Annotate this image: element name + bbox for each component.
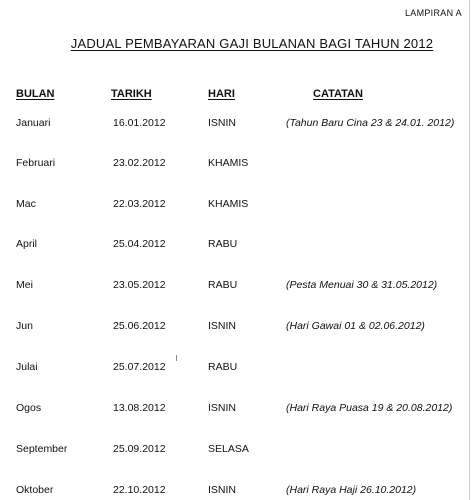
table-row: [0, 320, 474, 334]
table-row: [0, 484, 474, 498]
cell-catatan: (Hari Raya Puasa 19 & 20.08.2012): [286, 402, 453, 414]
table-row: [0, 361, 474, 375]
cell-hari: ISNIN: [208, 402, 237, 414]
cell-hari: ISNIN: [208, 320, 237, 332]
column-header-hari: HARI: [208, 88, 235, 100]
cell-bulan: September: [16, 443, 68, 455]
cell-catatan: (Tahun Baru Cina 23 & 24.01. 2012): [286, 117, 455, 129]
cell-hari: RABU: [208, 279, 238, 291]
cell-hari: KHAMIS: [208, 157, 249, 169]
cell-tarikh: 23.05.2012: [113, 279, 166, 291]
table-header: [0, 88, 474, 104]
table-row: [0, 402, 474, 416]
cell-tarikh: 23.02.2012: [113, 157, 166, 169]
cell-bulan: Januari: [16, 117, 51, 129]
cell-hari: ISNIN: [208, 484, 237, 496]
cell-bulan: Ogos: [16, 402, 42, 414]
cell-tarikh: 13.08.2012: [113, 402, 166, 414]
table-row: [0, 198, 474, 212]
column-header-tarikh: TARIKH: [111, 88, 152, 100]
table-row: [0, 443, 474, 457]
cell-tarikh: 25.04.2012: [113, 238, 166, 250]
cell-tarikh: 25.06.2012: [113, 320, 166, 332]
appendix-label: LAMPIRAN A: [404, 8, 462, 18]
cell-tarikh: 25.07.2012: [113, 361, 166, 373]
cell-catatan: (Hari Raya Haji 26.10.2012): [286, 484, 417, 496]
table-row: [0, 279, 474, 293]
cell-bulan: April: [16, 238, 38, 250]
cell-hari: RABU: [208, 361, 238, 373]
cell-bulan: Julai: [16, 361, 38, 373]
table-row: [0, 238, 474, 252]
cell-tarikh: 22.10.2012: [113, 484, 166, 496]
cell-tarikh: 16.01.2012: [113, 117, 166, 129]
table-row: [0, 117, 474, 131]
cell-bulan: Mei: [16, 279, 33, 291]
cell-hari: ISNIN: [208, 117, 237, 129]
cell-catatan: (Pesta Menuai 30 & 31.05.2012): [286, 279, 438, 291]
cell-bulan: Mac: [16, 198, 36, 210]
cell-hari: SELASA: [208, 443, 249, 455]
cell-bulan: Oktober: [16, 484, 54, 496]
cell-tarikh: 22.03.2012: [113, 198, 166, 210]
scan-mark: [176, 355, 177, 361]
page-edge-line: [469, 0, 470, 500]
cell-hari: KHAMIS: [208, 198, 249, 210]
column-header-bulan: BULAN: [16, 88, 55, 100]
column-header-catatan: CATATAN: [313, 88, 363, 100]
document-title: JADUAL PEMBAYARAN GAJI BULANAN BAGI TAHUN 2012: [70, 36, 434, 51]
cell-hari: RABU: [208, 238, 238, 250]
cell-bulan: Jun: [16, 320, 33, 332]
cell-catatan: (Hari Gawai 01 & 02.06.2012): [286, 320, 425, 332]
cell-bulan: Februari: [16, 157, 56, 169]
table-row: [0, 157, 474, 171]
cell-tarikh: 25.09.2012: [113, 443, 166, 455]
